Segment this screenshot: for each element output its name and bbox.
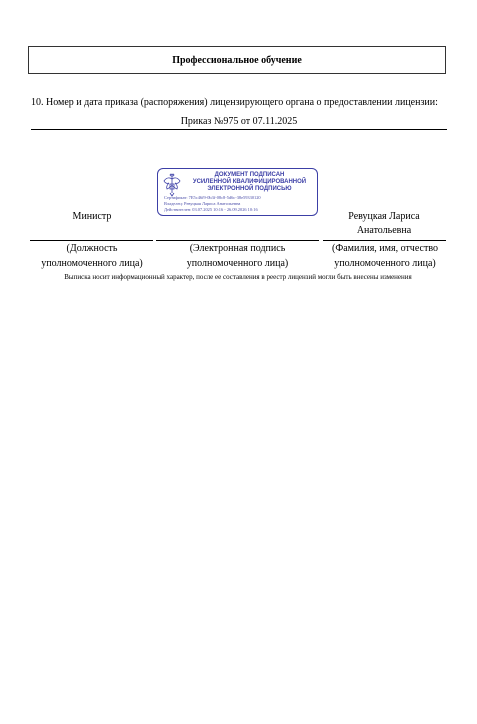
caption-name-line1: (Фамилия, имя, отчество: [332, 243, 438, 254]
order-value: Приказ №975 от 07.11.2025: [31, 117, 447, 130]
signer-position: Министр: [72, 211, 112, 222]
signer-name-line2: Анатольевна: [356, 225, 412, 236]
section-title: Профессиональное обучение: [172, 54, 302, 66]
section-title-box: [28, 46, 446, 74]
stamp-validity: Действителен: 03.07.2025 10:16 - 26.09.2026 10:16: [164, 207, 258, 213]
caption-position-line1: (Должность: [66, 243, 118, 254]
stamp-certificate: Сертификат: 7E5c46f9-0b3f-08c8-5d6c-38e59330120: [164, 195, 261, 200]
caption-signature-line2: уполномоченного лица): [186, 258, 289, 269]
stamp-details: [164, 195, 316, 214]
caption-position-line2: уполномоченного лица): [41, 258, 143, 269]
stamp-title-line2: УСИЛЕННОЙ КВАЛИФИЦИРОВАННОЙ: [192, 179, 307, 185]
caption-name: [321, 241, 449, 271]
disclaimer-note: Выписка носит информационный характер, после ее составления в реестр лицензий могли быть внесены изменения: [64, 273, 412, 281]
coat-of-arms-icon: [162, 173, 182, 197]
stamp-title-line3: ЭЛЕКТРОННОЙ ПОДПИСЬЮ: [207, 186, 292, 192]
signer-name-line1: Ревуцкая Лариса: [348, 211, 420, 222]
caption-name-line2: уполномоченного лица): [334, 258, 436, 269]
caption-signature: [156, 241, 319, 271]
signer-name: [322, 210, 446, 238]
order-label: 10. Номер и дата приказа (распоряжения) лицензирующего органа о предоставлении лицензии:: [31, 97, 438, 108]
electronic-signature-stamp: [157, 168, 318, 216]
stamp-title: [182, 172, 317, 193]
caption-signature-line1: (Электронная подпись: [189, 243, 286, 254]
caption-position: [28, 241, 156, 271]
stamp-owner: Владелец: Ревуцкая Лариса Анатольевна: [164, 201, 241, 207]
stamp-title-line1: ДОКУМЕНТ ПОДПИСАН: [214, 172, 285, 178]
